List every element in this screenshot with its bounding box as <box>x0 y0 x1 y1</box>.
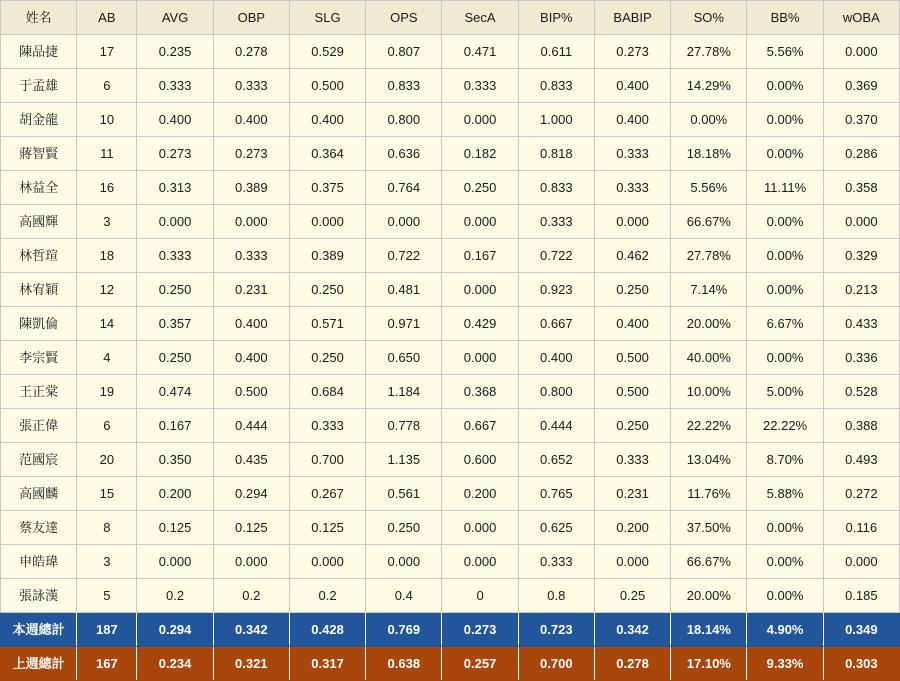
stat-cell: 0.500 <box>594 375 670 409</box>
stat-cell: 0.400 <box>213 341 289 375</box>
table-row <box>1 511 900 545</box>
stat-cell: 0.00% <box>747 239 823 273</box>
stat-cell: 0.611 <box>518 35 594 69</box>
stat-cell: 0.125 <box>137 511 213 545</box>
player-name-cell: 胡金龍 <box>1 103 77 137</box>
column-header: AVG <box>137 1 213 35</box>
stat-cell: 0.000 <box>137 545 213 579</box>
totals-stat-cell: 17.10% <box>671 647 747 681</box>
stat-cell: 0.8 <box>518 579 594 613</box>
stat-cell: 0.807 <box>366 35 442 69</box>
stat-cell: 0.286 <box>823 137 899 171</box>
stat-cell: 0.000 <box>442 103 518 137</box>
totals-label-cell: 本週總計 <box>1 613 77 647</box>
totals-label-cell: 上週總計 <box>1 647 77 681</box>
stat-cell: 0.778 <box>366 409 442 443</box>
stat-cell: 66.67% <box>671 205 747 239</box>
stat-cell: 0.529 <box>289 35 365 69</box>
stat-cell: 0.923 <box>518 273 594 307</box>
table-row <box>1 239 900 273</box>
stat-cell: 5.00% <box>747 375 823 409</box>
stat-cell: 0.833 <box>366 69 442 103</box>
stat-cell: 0.00% <box>671 103 747 137</box>
stat-cell: 0.429 <box>442 307 518 341</box>
stat-cell: 0.358 <box>823 171 899 205</box>
stat-cell: 5.56% <box>747 35 823 69</box>
stat-cell: 0.375 <box>289 171 365 205</box>
stat-cell: 0.333 <box>289 409 365 443</box>
totals-stat-cell: 0.303 <box>823 647 899 681</box>
table-row <box>1 137 900 171</box>
player-name-cell: 王正棠 <box>1 375 77 409</box>
player-name-cell: 蔡友達 <box>1 511 77 545</box>
stat-cell: 0.000 <box>213 545 289 579</box>
stat-cell: 0.571 <box>289 307 365 341</box>
totals-stat-cell: 167 <box>77 647 137 681</box>
stat-cell: 0.231 <box>594 477 670 511</box>
column-header: BABIP <box>594 1 670 35</box>
player-name-cell: 陳品捷 <box>1 35 77 69</box>
stat-cell: 0.350 <box>137 443 213 477</box>
stat-cell: 0.481 <box>366 273 442 307</box>
stat-cell: 0.000 <box>594 205 670 239</box>
stat-cell: 1.000 <box>518 103 594 137</box>
stat-cell: 0.333 <box>213 69 289 103</box>
stat-cell: 0.000 <box>442 511 518 545</box>
stat-cell: 0.273 <box>137 137 213 171</box>
stat-cell: 0.500 <box>289 69 365 103</box>
totals-stat-cell: 0.273 <box>442 613 518 647</box>
stat-cell: 0.4 <box>366 579 442 613</box>
stat-cell: 0.833 <box>518 171 594 205</box>
stat-cell: 0.400 <box>594 103 670 137</box>
stat-cell: 0.462 <box>594 239 670 273</box>
stat-cell: 18.18% <box>671 137 747 171</box>
stat-cell: 0.250 <box>366 511 442 545</box>
stat-cell: 0.700 <box>289 443 365 477</box>
player-name-cell: 范國宸 <box>1 443 77 477</box>
stat-cell: 40.00% <box>671 341 747 375</box>
player-name-cell: 陳凱倫 <box>1 307 77 341</box>
player-name-cell: 高國麟 <box>1 477 77 511</box>
stat-cell: 0.357 <box>137 307 213 341</box>
stat-cell: 8.70% <box>747 443 823 477</box>
stat-cell: 0.2 <box>137 579 213 613</box>
table-row <box>1 307 900 341</box>
stat-cell: 0.652 <box>518 443 594 477</box>
totals-stat-cell: 9.33% <box>747 647 823 681</box>
stat-cell: 0.600 <box>442 443 518 477</box>
stat-cell: 0.500 <box>213 375 289 409</box>
stat-cell: 0.336 <box>823 341 899 375</box>
stat-cell: 0.250 <box>137 273 213 307</box>
stat-cell: 0.722 <box>518 239 594 273</box>
stat-cell: 5.56% <box>671 171 747 205</box>
stat-cell: 0.364 <box>289 137 365 171</box>
table-body <box>1 35 900 681</box>
stat-cell: 0.333 <box>518 545 594 579</box>
stat-cell: 0.400 <box>594 307 670 341</box>
totals-stat-cell: 4.90% <box>747 613 823 647</box>
stat-cell: 0.722 <box>366 239 442 273</box>
stat-cell: 0.833 <box>518 69 594 103</box>
stat-cell: 0.278 <box>213 35 289 69</box>
column-header: SecA <box>442 1 518 35</box>
table-row <box>1 35 900 69</box>
stat-cell: 0.250 <box>442 171 518 205</box>
stat-cell: 0.435 <box>213 443 289 477</box>
stat-cell: 6 <box>77 409 137 443</box>
stat-cell: 8 <box>77 511 137 545</box>
stat-cell: 4 <box>77 341 137 375</box>
stat-cell: 0.333 <box>594 171 670 205</box>
stat-cell: 0.313 <box>137 171 213 205</box>
stat-cell: 0.765 <box>518 477 594 511</box>
stat-cell: 0.528 <box>823 375 899 409</box>
stat-cell: 20.00% <box>671 579 747 613</box>
stat-cell: 0.250 <box>137 341 213 375</box>
stat-cell: 0.000 <box>289 205 365 239</box>
stat-cell: 11 <box>77 137 137 171</box>
stat-cell: 0.000 <box>442 205 518 239</box>
stat-cell: 6 <box>77 69 137 103</box>
totals-stat-cell: 0.723 <box>518 613 594 647</box>
stat-cell: 0.818 <box>518 137 594 171</box>
totals-stat-cell: 0.234 <box>137 647 213 681</box>
totals-stat-cell: 0.638 <box>366 647 442 681</box>
stat-cell: 0.167 <box>442 239 518 273</box>
player-name-cell: 張正偉 <box>1 409 77 443</box>
stat-cell: 0.971 <box>366 307 442 341</box>
stat-cell: 0.400 <box>518 341 594 375</box>
stat-cell: 0.000 <box>594 545 670 579</box>
stat-cell: 0.561 <box>366 477 442 511</box>
player-name-cell: 林宥穎 <box>1 273 77 307</box>
stat-cell: 0.00% <box>747 69 823 103</box>
player-name-cell: 蔣智賢 <box>1 137 77 171</box>
stat-cell: 0.2 <box>213 579 289 613</box>
stat-cell: 0.667 <box>518 307 594 341</box>
column-header: OBP <box>213 1 289 35</box>
player-name-cell: 申皓瑋 <box>1 545 77 579</box>
player-name-cell: 林哲瑄 <box>1 239 77 273</box>
stat-cell: 12 <box>77 273 137 307</box>
stat-cell: 0.213 <box>823 273 899 307</box>
stat-cell: 0.400 <box>594 69 670 103</box>
stat-cell: 0.333 <box>213 239 289 273</box>
table-row <box>1 205 900 239</box>
stat-cell: 0 <box>442 579 518 613</box>
stat-cell: 0.333 <box>594 443 670 477</box>
stat-cell: 0.294 <box>213 477 289 511</box>
stat-cell: 0.235 <box>137 35 213 69</box>
table-row <box>1 545 900 579</box>
table-row <box>1 579 900 613</box>
stat-cell: 16 <box>77 171 137 205</box>
table-row <box>1 409 900 443</box>
stat-cell: 0.000 <box>442 545 518 579</box>
stat-cell: 27.78% <box>671 239 747 273</box>
totals-stat-cell: 0.294 <box>137 613 213 647</box>
stat-cell: 11.76% <box>671 477 747 511</box>
stat-cell: 0.000 <box>823 35 899 69</box>
stat-cell: 0.250 <box>289 341 365 375</box>
stat-cell: 0.00% <box>747 579 823 613</box>
stat-cell: 37.50% <box>671 511 747 545</box>
stat-cell: 0.444 <box>518 409 594 443</box>
stat-cell: 0.667 <box>442 409 518 443</box>
stat-cell: 0.000 <box>442 273 518 307</box>
stat-cell: 0.636 <box>366 137 442 171</box>
stat-cell: 0.000 <box>137 205 213 239</box>
stat-cell: 20.00% <box>671 307 747 341</box>
totals-stat-cell: 0.428 <box>289 613 365 647</box>
stat-cell: 0.333 <box>137 69 213 103</box>
stat-cell: 0.650 <box>366 341 442 375</box>
stat-cell: 0.333 <box>594 137 670 171</box>
stat-cell: 0.185 <box>823 579 899 613</box>
stat-cell: 22.22% <box>747 409 823 443</box>
stat-cell: 18 <box>77 239 137 273</box>
table-row <box>1 443 900 477</box>
totals-stat-cell: 0.349 <box>823 613 899 647</box>
stat-cell: 0.625 <box>518 511 594 545</box>
stat-cell: 0.369 <box>823 69 899 103</box>
player-name-cell: 于孟雄 <box>1 69 77 103</box>
stat-cell: 0.433 <box>823 307 899 341</box>
stat-cell: 0.000 <box>366 205 442 239</box>
stat-cell: 0.444 <box>213 409 289 443</box>
stat-cell: 0.400 <box>213 307 289 341</box>
stat-cell: 0.116 <box>823 511 899 545</box>
player-name-cell: 高國輝 <box>1 205 77 239</box>
stat-cell: 0.267 <box>289 477 365 511</box>
stat-cell: 0.00% <box>747 137 823 171</box>
player-name-cell: 林益全 <box>1 171 77 205</box>
stat-cell: 10 <box>77 103 137 137</box>
totals-stat-cell: 0.342 <box>213 613 289 647</box>
stat-cell: 19 <box>77 375 137 409</box>
stat-cell: 0.000 <box>823 545 899 579</box>
stat-cell: 0.389 <box>213 171 289 205</box>
column-header: wOBA <box>823 1 899 35</box>
column-header: BIP% <box>518 1 594 35</box>
table-row <box>1 341 900 375</box>
stat-cell: 1.135 <box>366 443 442 477</box>
column-header: 姓名 <box>1 1 77 35</box>
stat-cell: 0.500 <box>594 341 670 375</box>
stat-cell: 15 <box>77 477 137 511</box>
stat-cell: 3 <box>77 205 137 239</box>
stat-cell: 27.78% <box>671 35 747 69</box>
stat-cell: 0.00% <box>747 273 823 307</box>
totals-stat-cell: 0.342 <box>594 613 670 647</box>
stat-cell: 7.14% <box>671 273 747 307</box>
player-name-cell: 張詠漢 <box>1 579 77 613</box>
totals-row <box>1 647 900 681</box>
column-header: SLG <box>289 1 365 35</box>
player-name-cell: 李宗賢 <box>1 341 77 375</box>
stat-cell: 0.684 <box>289 375 365 409</box>
stat-cell: 0.250 <box>594 409 670 443</box>
stat-cell: 0.125 <box>289 511 365 545</box>
header-row <box>1 1 900 35</box>
stat-cell: 0.00% <box>747 511 823 545</box>
stat-cell: 13.04% <box>671 443 747 477</box>
stat-cell: 0.471 <box>442 35 518 69</box>
stat-cell: 0.200 <box>137 477 213 511</box>
stat-cell: 0.231 <box>213 273 289 307</box>
stat-cell: 0.400 <box>137 103 213 137</box>
stat-cell: 0.389 <box>289 239 365 273</box>
stat-cell: 0.000 <box>213 205 289 239</box>
table-row <box>1 477 900 511</box>
stat-cell: 0.00% <box>747 545 823 579</box>
stat-cell: 0.474 <box>137 375 213 409</box>
stat-cell: 5 <box>77 579 137 613</box>
stat-cell: 14 <box>77 307 137 341</box>
stat-cell: 10.00% <box>671 375 747 409</box>
stat-cell: 0.388 <box>823 409 899 443</box>
stat-cell: 0.000 <box>289 545 365 579</box>
stat-cell: 5.88% <box>747 477 823 511</box>
stat-cell: 0.273 <box>213 137 289 171</box>
stat-cell: 0.333 <box>518 205 594 239</box>
stat-cell: 22.22% <box>671 409 747 443</box>
stat-cell: 3 <box>77 545 137 579</box>
stat-cell: 0.200 <box>594 511 670 545</box>
totals-stat-cell: 0.278 <box>594 647 670 681</box>
totals-stat-cell: 0.317 <box>289 647 365 681</box>
table-row <box>1 273 900 307</box>
totals-stat-cell: 0.321 <box>213 647 289 681</box>
stat-cell: 0.800 <box>366 103 442 137</box>
totals-stat-cell: 0.257 <box>442 647 518 681</box>
stat-cell: 0.400 <box>289 103 365 137</box>
stat-cell: 0.250 <box>594 273 670 307</box>
stat-cell: 0.333 <box>137 239 213 273</box>
stat-cell: 0.000 <box>442 341 518 375</box>
stat-cell: 0.200 <box>442 477 518 511</box>
stat-cell: 0.00% <box>747 103 823 137</box>
stat-cell: 0.333 <box>442 69 518 103</box>
stat-cell: 0.182 <box>442 137 518 171</box>
totals-row <box>1 613 900 647</box>
totals-stat-cell: 18.14% <box>671 613 747 647</box>
column-header: SO% <box>671 1 747 35</box>
stat-cell: 0.368 <box>442 375 518 409</box>
column-header: AB <box>77 1 137 35</box>
stat-cell: 0.764 <box>366 171 442 205</box>
totals-stat-cell: 187 <box>77 613 137 647</box>
stat-cell: 6.67% <box>747 307 823 341</box>
stat-cell: 0.272 <box>823 477 899 511</box>
stat-cell: 0.250 <box>289 273 365 307</box>
stat-cell: 0.400 <box>213 103 289 137</box>
table-header <box>1 1 900 35</box>
table-row <box>1 171 900 205</box>
table-row <box>1 375 900 409</box>
stat-cell: 0.273 <box>594 35 670 69</box>
stat-cell: 0.370 <box>823 103 899 137</box>
stat-cell: 0.800 <box>518 375 594 409</box>
stat-cell: 0.493 <box>823 443 899 477</box>
stat-cell: 14.29% <box>671 69 747 103</box>
stat-cell: 0.25 <box>594 579 670 613</box>
stat-cell: 11.11% <box>747 171 823 205</box>
stat-cell: 66.67% <box>671 545 747 579</box>
column-header: BB% <box>747 1 823 35</box>
stat-cell: 0.000 <box>823 205 899 239</box>
table-row <box>1 103 900 137</box>
table-row <box>1 69 900 103</box>
stat-cell: 17 <box>77 35 137 69</box>
stat-cell: 0.00% <box>747 205 823 239</box>
stat-cell: 0.000 <box>366 545 442 579</box>
stat-cell: 0.329 <box>823 239 899 273</box>
stat-cell: 0.00% <box>747 341 823 375</box>
totals-stat-cell: 0.700 <box>518 647 594 681</box>
stat-cell: 1.184 <box>366 375 442 409</box>
column-header: OPS <box>366 1 442 35</box>
totals-stat-cell: 0.769 <box>366 613 442 647</box>
stat-cell: 0.167 <box>137 409 213 443</box>
stat-cell: 20 <box>77 443 137 477</box>
stat-cell: 0.2 <box>289 579 365 613</box>
stat-cell: 0.125 <box>213 511 289 545</box>
